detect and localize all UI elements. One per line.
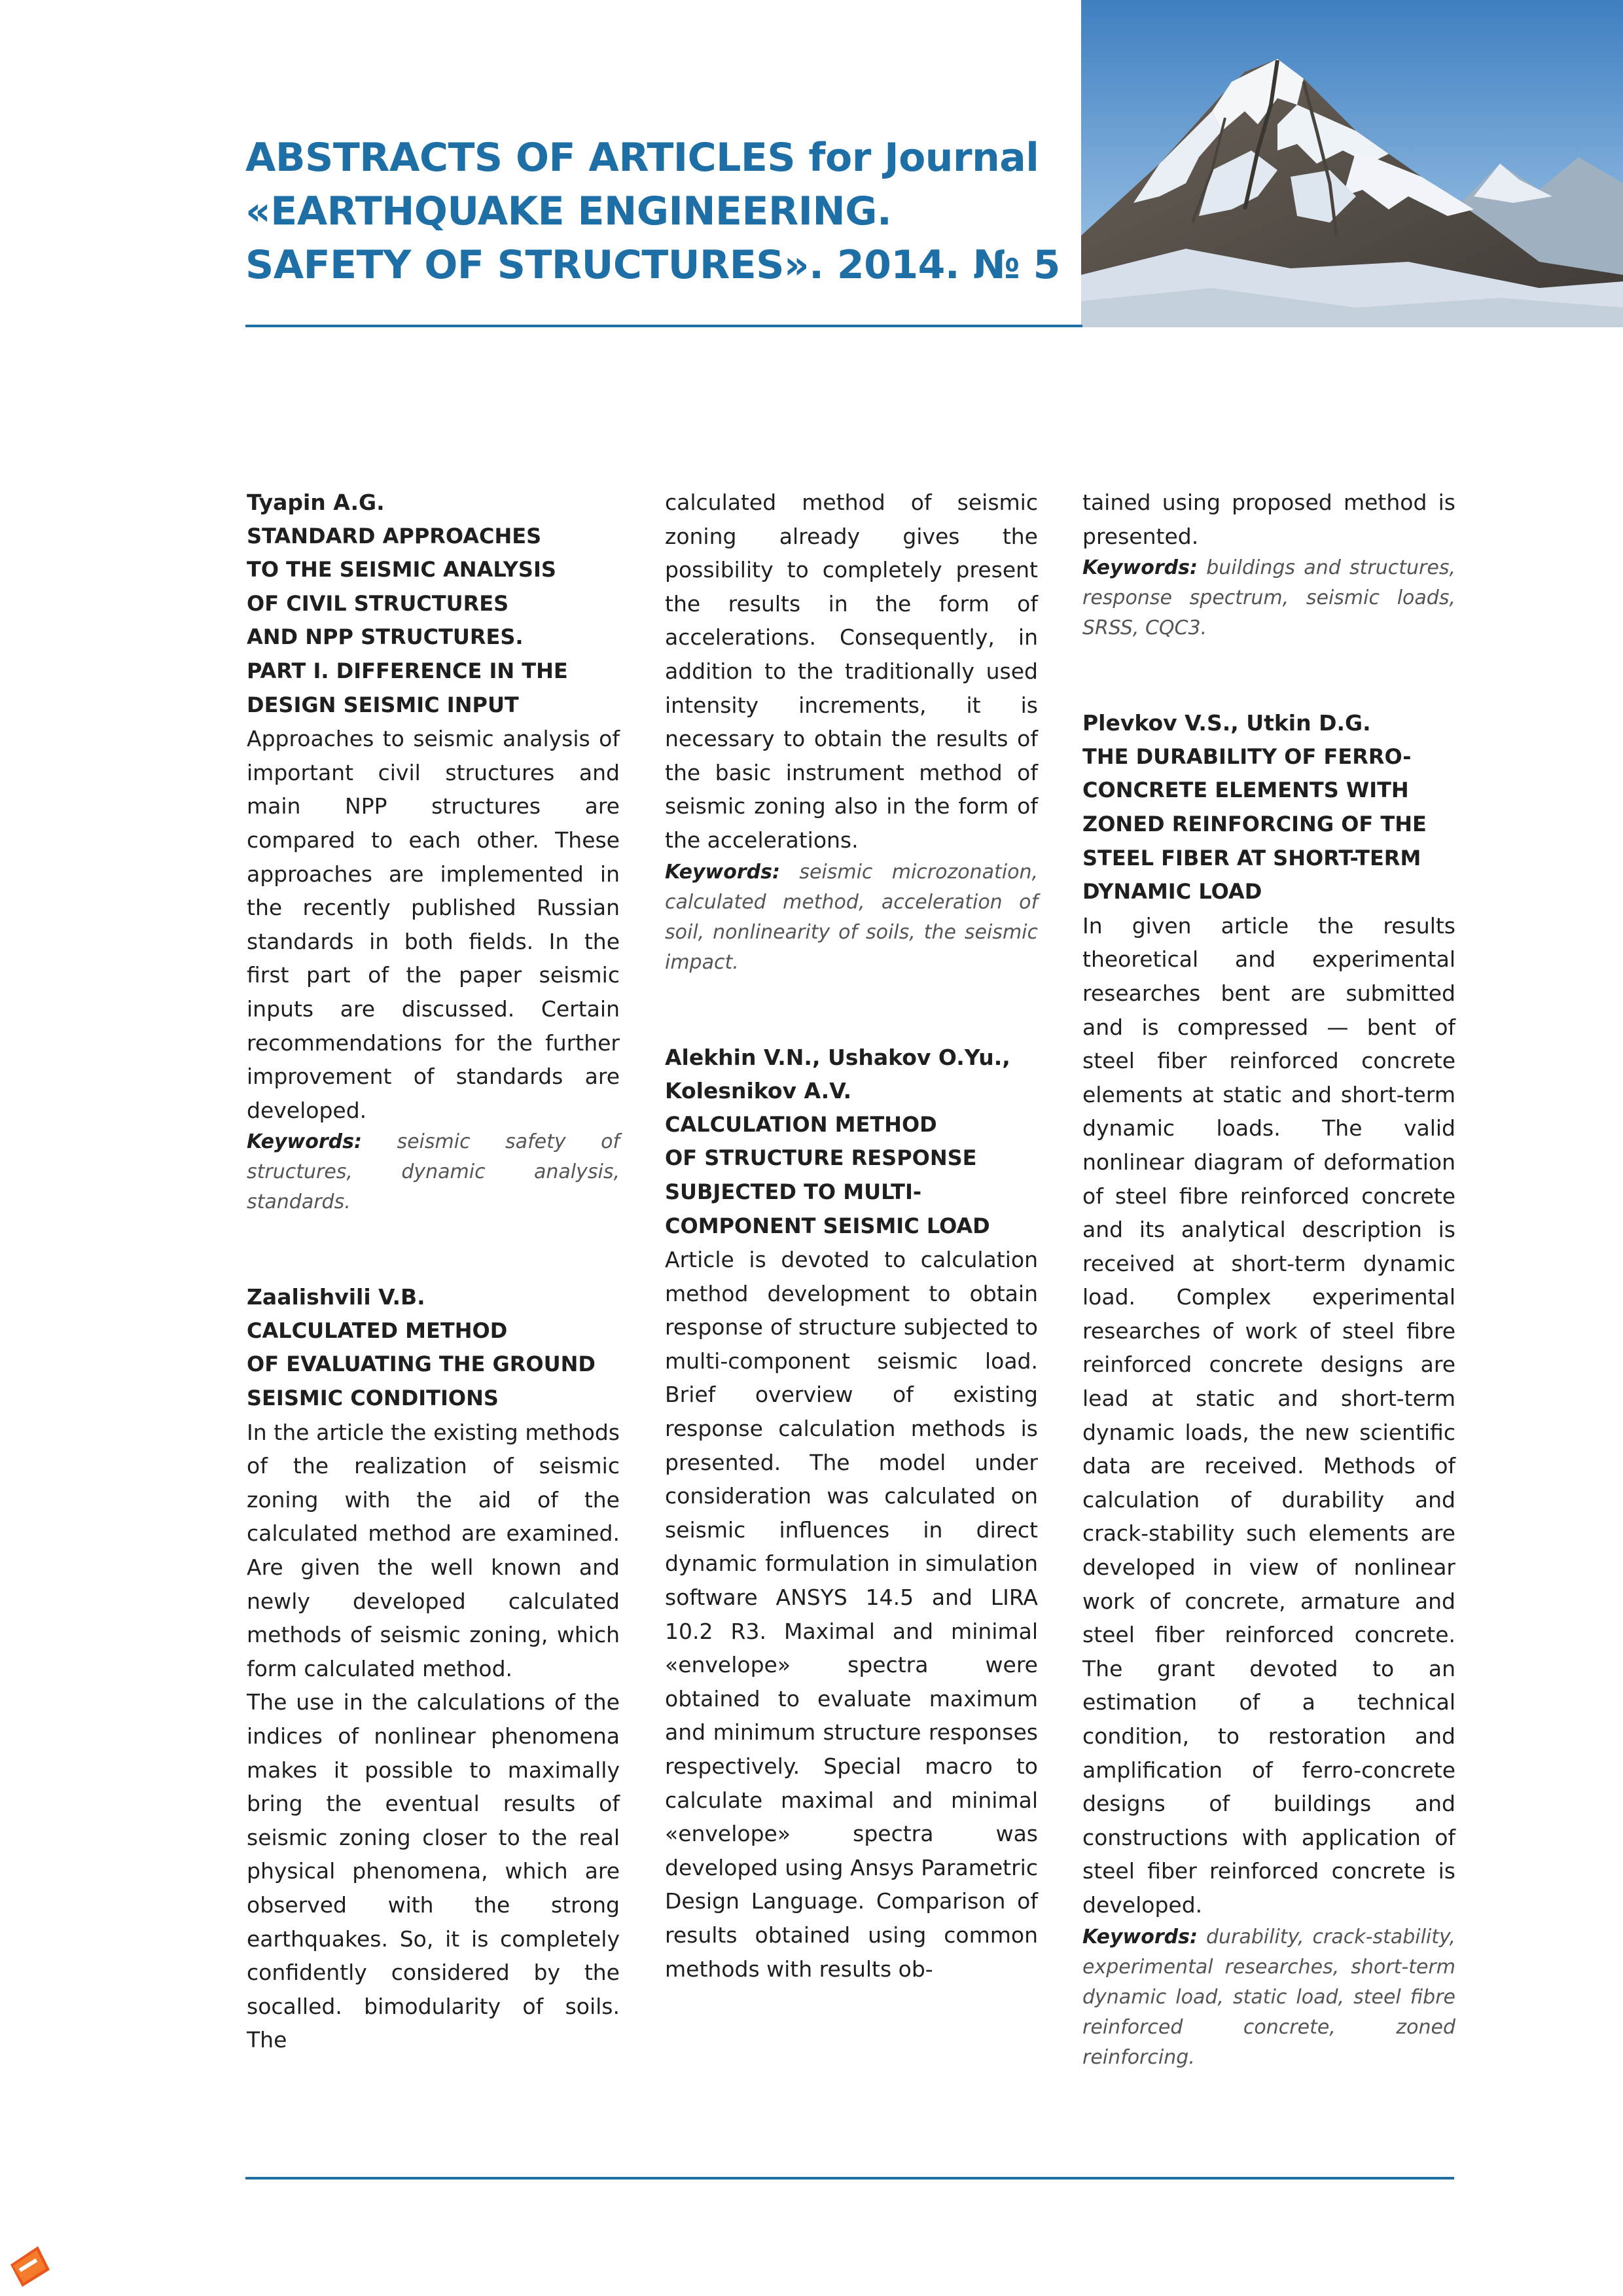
article-keywords xyxy=(1082,1922,1455,2073)
article-alekhin-continued xyxy=(1082,486,1455,643)
article-author: Tyapin A.G. xyxy=(247,490,385,515)
article-title-line: DESIGN SEISMIC INPUT xyxy=(247,692,519,717)
article-title-line: AND NPP STRUCTURES. xyxy=(247,624,524,650)
article-abstract: In the article the existing methods of the realization of seismic zoning with the aid of the calculated method are examined. Are given the well known and newly developed calculated methods of seismic zoning, which form calculated method. xyxy=(247,1419,620,1681)
footer-divider xyxy=(245,2177,1454,2179)
article-abstract: Approaches to seismic analysis of important civil structures and main NPP structures are compared to each other. These approaches are implemented in the recently published Russian standards in both fields. In the first part of the paper seismic inputs are discussed. Certain recommendations for the further improvement of standards are developed. xyxy=(247,726,620,1123)
article-title-line: OF CIVIL STRUCTURES xyxy=(247,590,509,616)
article-alekhin xyxy=(665,1041,1038,1986)
article-title-line: COMPONENT SEISMIC LOAD xyxy=(665,1213,990,1238)
article-title-line: THE DURABILITY OF FERRO- xyxy=(1082,744,1412,769)
keywords-text: seismic safety of structures, dynamic analysis, standards. xyxy=(247,1130,620,1214)
article-abstract: calculated method of seismic zoning already gives the possibility to completely present the results in the form of accelerations. Consequently, in addition to the traditionally used intensity increments, it is necessary to obtain the results of the basic instrument method of seismic zoning also in the form of the accelerations. xyxy=(665,490,1038,853)
article-title-line: SEISMIC CONDITIONS xyxy=(247,1386,499,1411)
article-tyapin xyxy=(247,486,620,1217)
keywords-label: Keywords: xyxy=(1082,1925,1198,1948)
article-keywords xyxy=(247,1127,620,1217)
article-abstract: tained using proposed method is presented. xyxy=(1082,490,1455,549)
article-author: Alekhin V.N., Ushakov O.Yu., xyxy=(665,1044,1010,1070)
mountain-photo xyxy=(1081,0,1623,327)
column-3 xyxy=(1082,486,1455,2073)
keywords-label: Keywords: xyxy=(247,1130,362,1154)
article-author: Plevkov V.S., Utkin D.G. xyxy=(1082,710,1371,736)
article-title-line: DYNAMIC LOAD xyxy=(1082,879,1262,905)
article-title-line: OF EVALUATING THE GROUND xyxy=(247,1352,596,1377)
keywords-text: buildings and structures, response spectrum, seismic loads, SRSS, CQC3. xyxy=(1082,556,1455,640)
article-title-line: TO THE SEISMIC ANALYSIS xyxy=(247,557,556,583)
column-2 xyxy=(665,486,1038,1986)
publisher-logo xyxy=(4,2238,55,2289)
article-author: Kolesnikov A.V. xyxy=(665,1078,852,1104)
keywords-text: durability, crack-stability, experimental researches, short-term dynamic load, static load, steel fibre reinforced concrete, zoned reinforcing. xyxy=(1082,1925,1455,2069)
article-title-line: SUBJECTED TO MULTI- xyxy=(665,1179,922,1204)
article-title-line: CALCULATION METHOD xyxy=(665,1111,937,1137)
page-title-line: SAFETY OF STRUCTURES». 2014. № 5 xyxy=(245,242,1060,288)
article-title-line: OF STRUCTURE RESPONSE xyxy=(665,1145,977,1171)
column-1 xyxy=(247,486,620,2057)
article-keywords xyxy=(1082,553,1455,643)
page-title xyxy=(245,131,1063,292)
article-author: Zaalishvili V.B. xyxy=(247,1284,425,1310)
article-title-line: ZONED REINFORCING OF THE xyxy=(1082,811,1427,836)
keywords-text: seismic microzonation, calculated method, acceleration of soil, nonlinearity of soils, the seismic impact. xyxy=(665,860,1038,974)
mountain-illustration xyxy=(1081,0,1623,327)
article-abstract: Article is devoted to calculation method development to obtain response of structure subjected to multi-component seismic load. Brief overview of existing response calculation methods is presented. The model under consideration was calculated on seismic influences in direct dynamic formulation in simulation software ANSYS 14.5 and LIRA 10.2 R3. Maximal and minimal «envelope» spectra were obtained to evaluate maximum and minimum structure responses respectively. Special macro to calculate maximal and minimal «envelope» spectra was developed using Ansys Parametric Design Language. Comparison of results obtained using common methods with results ob- xyxy=(665,1247,1038,1982)
article-title-line: CALCULATED METHOD xyxy=(247,1318,508,1343)
article-title-line: STEEL FIBER AT SHORT-TERM xyxy=(1082,845,1421,870)
page-title-line: «EARTHQUAKE ENGINEERING. xyxy=(245,188,892,234)
page-title-line: ABSTRACTS OF ARTICLES for Journal xyxy=(245,135,1039,181)
article-title-line: CONCRETE ELEMENTS WITH xyxy=(1082,778,1409,803)
article-abstract: The use in the calculations of the indices of nonlinear phenomena makes it possible to maximally bring the eventual results of seismic zoning closer to the real physical phenomena, which are observed with the strong earthquakes. So, it is completely confidently considered by the socalled. bimodularity of soils. The xyxy=(247,1689,620,2053)
article-title-line: STANDARD APPROACHES xyxy=(247,523,542,548)
article-zaalishvili xyxy=(247,1280,620,2057)
article-plevkov xyxy=(1082,706,1455,2072)
article-title-line: PART I. DIFFERENCE IN THE xyxy=(247,658,568,683)
article-abstract: In given article the results theoretical and experimental researches bent are submitted and is compressed — bent of steel fiber reinforced concrete elements at static and short-term dynamic loads. The valid nonlinear diagram of deformation of steel fibre reinforced concrete and its analytical description is received at short-term dynamic load. Complex experimental researches of work of steel fibre reinforced concrete designs are lead at static and short-term dynamic loads, the new scientific data are received. Methods of calculation of durability and crack-stability such elements are developed in view of nonlinear work of concrete, armature and steel fiber reinforced concrete. The grant devoted to an estimation of a technical condition, to restoration and amplification of ferro-concrete designs of buildings and constructions with application of steel fiber reinforced concrete is developed. xyxy=(1082,912,1455,1918)
header-divider xyxy=(245,325,1082,327)
keywords-label: Keywords: xyxy=(1082,556,1198,580)
article-keywords xyxy=(665,857,1038,978)
keywords-label: Keywords: xyxy=(665,860,780,884)
article-zaalishvili-continued xyxy=(665,486,1038,978)
